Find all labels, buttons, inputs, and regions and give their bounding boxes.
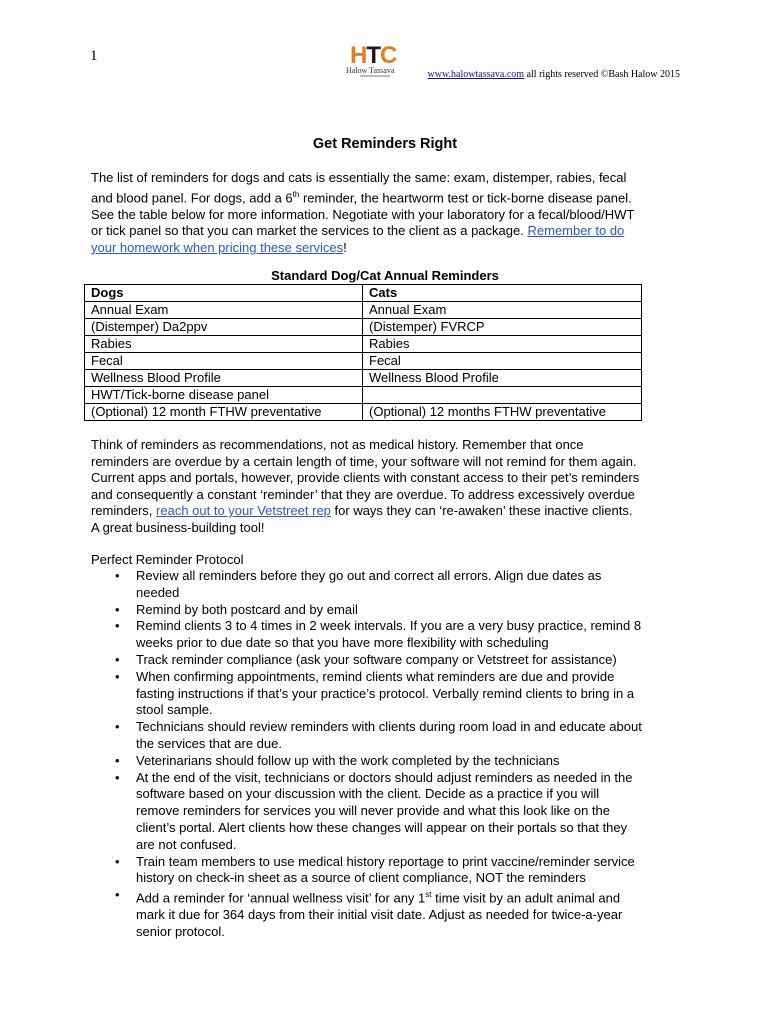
homework-link[interactable]: Remember to do <box>527 223 625 239</box>
list-item: • Train team members to use medical history reportage to print vaccine/reminder service history on check-in sheet as a source of client compliance, NOT the reminders <box>115 853 635 886</box>
site-link[interactable]: www.halowtassava.com <box>427 69 525 80</box>
vetstreet-rep-link[interactable]: reach out to your Vetstreet rep <box>156 503 331 519</box>
table-title: Standard Dog/Cat Annual Reminders <box>271 268 499 283</box>
list-item: • Remind clients 3 to 4 times in 2 week intervals. If you are a very busy practice, remind 8 weeks prior to due date so that you have more flexibility with scheduling <box>115 618 642 651</box>
cats-header: Cats <box>363 285 642 302</box>
table-header-row <box>85 285 642 302</box>
homework-link-cont[interactable]: your homework when pricing these services <box>91 239 344 255</box>
table-row: Rabies Rabies <box>85 336 642 353</box>
page-title: Get Reminders Right <box>312 136 458 152</box>
rights-text: all rights reserved ©Bash Halow 2015 <box>524 69 680 80</box>
list-item: • At the end of the visit, technicians or doctors should adjust reminders as needed in the software based on your discussion with the client. Decide as a practice if you will remove reminders for services you will never provide and what this look like on the client’s portal. Alert clients how these changes will appear on their portals so that they are not confused. <box>115 769 633 852</box>
protocol-title: Perfect Reminder Protocol <box>91 552 244 567</box>
halow-tassava-logo <box>342 44 400 82</box>
table-row: (Distemper) Da2ppv (Distemper) FVRCP <box>85 319 642 336</box>
list-item: • Add a reminder for ‘annual wellness visit’ for any 1st time visit by an adult animal and mark it due for 364 days from their initial visit date. Adjust as needed for twice-a-year senior protocol. <box>115 887 623 940</box>
table-row: Annual Exam Annual Exam <box>85 302 642 319</box>
intro-paragraph: The list of reminders for dogs and cats is essentially the same: exam, distemper, rabies, fecal and blood panel. For dogs, add a 6th reminder, the heartworm test or tick-borne disease panel. See the table below for more information. Negotiate with your laboratory for a fecal/blood/HWT or tick panel so that you can market the services to the client as a package. Remember to do your homework when pricing these services! <box>91 170 635 255</box>
list-item: • Technicians should review reminders with clients during room load in and educate about the services that are due. <box>115 719 642 751</box>
table-row: HWT/Tick-borne disease panel <box>85 387 642 404</box>
logo-name: Halow Tassava <box>346 66 395 75</box>
table-row: Wellness Blood Profile Wellness Blood Profile <box>85 370 642 387</box>
logo-mark: HTC <box>350 42 397 69</box>
header-rights <box>428 69 680 80</box>
table-row: (Optional) 12 month FTHW preventative (Optional) 12 months FTHW preventative <box>85 404 642 421</box>
reminders-table <box>84 284 642 421</box>
table-row: Fecal Fecal <box>85 353 642 370</box>
list-item: • When confirming appointments, remind clients what reminders are due and provide fasting instructions if that’s your practice’s protocol. Verbally remind clients to bring in a stool sample. <box>115 668 635 718</box>
list-item: • Track reminder compliance (ask your software company or Vetstreet for assistance) <box>115 651 617 667</box>
dogs-header: Dogs <box>85 285 363 302</box>
list-item: • Review all reminders before they go out and correct all errors. Align due dates as needed <box>115 568 602 600</box>
overdue-paragraph: Think of reminders as recommendations, not as medical history. Remember that once reminders are overdue by a certain length of time, your software will not remind for them again. Current apps and portals, however, provide clients with constant access to their pet’s reminders and consequently a constant ‘reminder’ that they are overdue. To address excessively overdue reminders, reach out to your Vetstreet rep for ways they can ‘re-awaken’ these inactive clients. A great business-building tool! <box>91 437 640 535</box>
list-item: • Remind by both postcard and by email <box>115 601 358 617</box>
page-number: 1 <box>90 48 98 64</box>
protocol-list <box>91 568 691 941</box>
list-item: • Veterinarians should follow up with the work completed by the technicians <box>115 752 560 768</box>
logo-tagline-bar <box>360 75 390 77</box>
